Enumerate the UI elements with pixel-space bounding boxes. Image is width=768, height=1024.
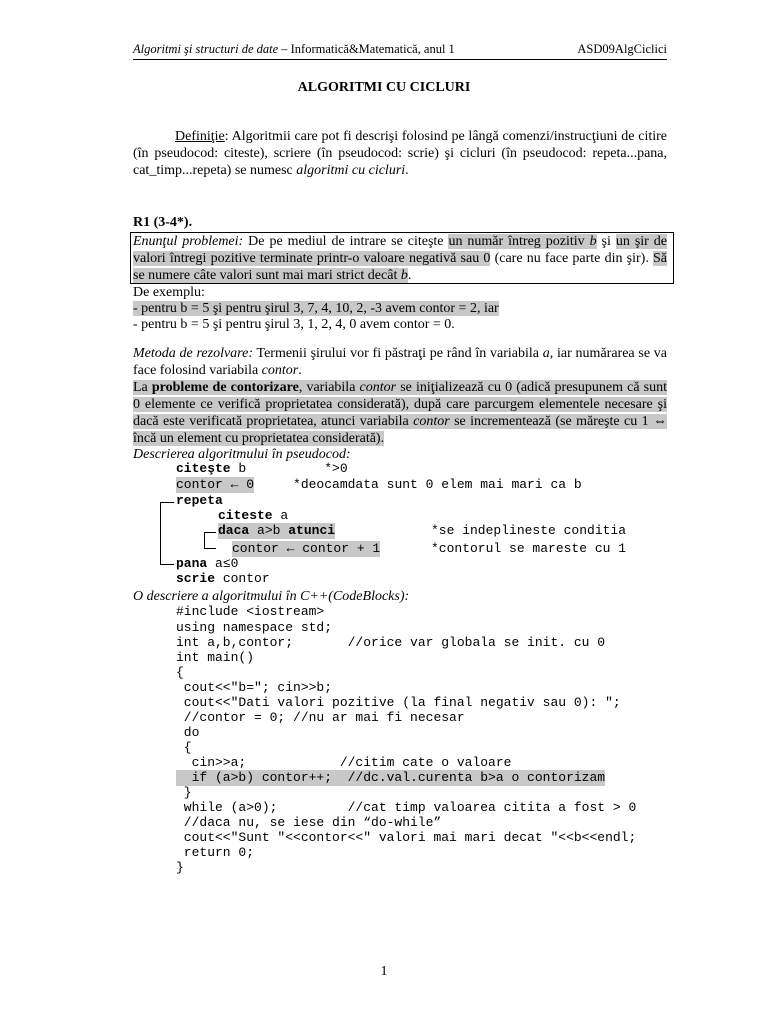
running-header-left: Algoritmi şi structuri de date – Informatică&Matematică, anul 1 [133,42,455,56]
pseudo-line-4: citeste a [218,508,289,523]
example-line-2: - pentru b = 5 şi pentru şirul 3, 1, 2, 4, 0 avem contor = 0. [133,317,455,332]
cpp-line: cout<<"Dati valori pozitive (la final negativ sau 0): "; [176,695,621,710]
cpp-line-highlighted: if (a>b) contor++; //dc.val.curenta b>a o contorizam [176,770,606,785]
cpp-line: } [176,785,192,800]
if-bracket [204,532,205,548]
cpp-line: while (a>0); //cat timp valoarea citita a fost > 0 [176,800,637,815]
pseudo-line-6: contor ← contor + 1 [232,541,381,556]
repeat-bracket-top [160,502,174,503]
pseudo-line-2: contor ← 0 *deocamdata sunt 0 elem mai mari ca b [176,477,582,492]
pseudocode-heading: Descrierea algoritmului în pseudocod: [133,447,351,462]
definition-paragraph: Definiţie: Algoritmii care pot fi descrişi folosind pe lângă comenzi/instrucţiuni de citire (în pseudocod: citeste), scriere (în pseudocod: scrie) şi cicluri (în pseudocod: repeta...pana, cat_timp...repeta) se numesc algoritmi cu cicluri. [133,129,667,178]
cpp-line: //daca nu, se iese din “do-while” [176,815,442,830]
counting-paragraph: La probleme de contorizare, variabila contor se iniţializează cu 0 (adică presupunem că sunt 0 elemente ce verifică proprietatea considerată), după care parcurgem elementele necesare şi dacă este verificată proprietatea, atunci variabila contor se incrementează (se măreşte cu 1 ⇔ încă un element cu proprietatea considerată). [133,380,667,446]
cpp-line: //contor = 0; //nu ar mai fi necesar [176,710,465,725]
example-line-1: - pentru b = 5 şi pentru şirul 3, 7, 4, 10, 2, -3 avem contor = 2, iar [133,301,499,316]
problem-heading: R1 (3-4*). [133,215,193,230]
problem-statement: Enunţul problemei: De pe mediul de intrare se citeşte un număr întreg pozitiv b şi un şir de valori întregi pozitive terminate printr-o valoare negativă sau 0 (care nu face parte din şir). Să se numere câte valori sunt mai mari strict decât b. [133,234,667,283]
repeat-bracket [160,502,161,564]
if-bracket-top [204,532,216,533]
if-bracket-bottom [204,548,216,549]
pseudo-line-7: pana a≤0 [176,556,239,571]
cpp-line: int a,b,contor; //orice var globala se init. cu 0 [176,635,606,650]
cpp-line: cin>>a; //citim cate o valoare [176,755,512,770]
pseudo-line-3: repeta [176,493,223,508]
cpp-heading: O descriere a algoritmului în C++(CodeBlocks): [133,589,410,604]
pseudo-line-6-comment: *contorul se mareste cu 1 [431,541,627,556]
cpp-line: { [176,740,192,755]
cpp-line: #include <iostream> [176,604,325,619]
cpp-line: do [176,725,200,740]
cpp-line: } [176,860,184,875]
cpp-line: cout<<"b="; cin>>b; [176,680,333,695]
page-title: ALGORITMI CU CICLURI [297,80,471,95]
repeat-bracket-bottom [160,564,174,565]
method-paragraph: Metoda de rezolvare: Termenii şirului vor fi păstraţi pe rând în variabila a, iar numărarea se va face folosind variabila contor. [133,346,668,378]
pseudo-line-5-comment: *se indeplineste conditia [431,523,627,538]
pseudo-line-1: citeşte b *>0 [176,461,348,476]
cpp-line: using namespace std; [176,620,333,635]
header-divider [133,59,667,60]
running-header-right: ASD09AlgCiclici [577,42,667,56]
pseudo-line-5: daca a>b atunci [218,523,336,538]
cpp-line: return 0; [176,845,255,860]
pseudo-line-8: scrie contor [176,571,270,586]
cpp-line: { [176,665,184,680]
example-heading: De exemplu: [133,285,205,300]
page-number: 1 [380,964,388,979]
cpp-line: cout<<"Sunt "<<contor<<" valori mai mari decat "<<b<<endl; [176,830,637,845]
cpp-line: int main() [176,650,255,665]
